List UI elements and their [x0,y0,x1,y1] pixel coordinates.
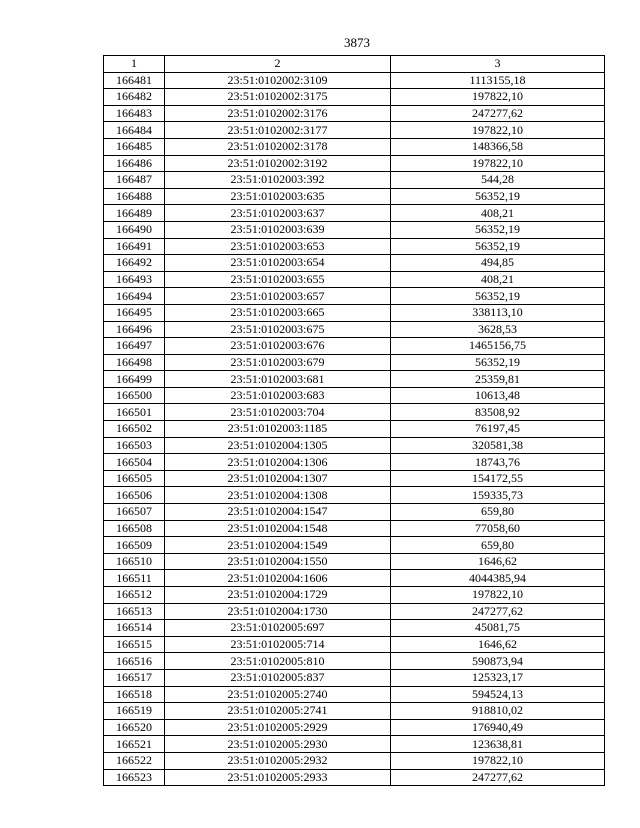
table-row [104,188,605,205]
row-number-cell: 166494 [104,288,165,305]
cadastral-number-cell: 23:51:0102004:1729 [165,587,391,604]
column-header-3: 3 [391,56,605,73]
table-row [104,172,605,189]
table-row [104,404,605,421]
value-cell: 247277,62 [391,105,605,122]
table-row [104,504,605,521]
row-number-cell: 166519 [104,703,165,720]
cadastral-number-cell: 23:51:0102004:1730 [165,603,391,620]
row-number-cell: 166484 [104,122,165,139]
table-row [104,437,605,454]
row-number-cell: 166506 [104,487,165,504]
row-number-cell: 166485 [104,138,165,155]
data-table [103,55,605,786]
row-number-cell: 166488 [104,188,165,205]
table-row [104,255,605,272]
table-row [104,487,605,504]
row-number-cell: 166500 [104,387,165,404]
table-row [104,570,605,587]
cadastral-number-cell: 23:51:0102003:675 [165,321,391,338]
table-row [104,520,605,537]
value-cell: 159335,73 [391,487,605,504]
table-row [104,122,605,139]
value-cell: 10613,48 [391,387,605,404]
cadastral-number-cell: 23:51:0102002:3175 [165,89,391,106]
value-cell: 494,85 [391,255,605,272]
cadastral-number-cell: 23:51:0102003:704 [165,404,391,421]
row-number-cell: 166490 [104,221,165,238]
cadastral-number-cell: 23:51:0102005:2930 [165,736,391,753]
value-cell: 18743,76 [391,454,605,471]
value-cell: 148366,58 [391,138,605,155]
row-number-cell: 166510 [104,553,165,570]
value-cell: 197822,10 [391,89,605,106]
cadastral-number-cell: 23:51:0102005:810 [165,653,391,670]
row-number-cell: 166495 [104,304,165,321]
cadastral-number-cell: 23:51:0102005:2740 [165,686,391,703]
table-row [104,421,605,438]
row-number-cell: 166497 [104,338,165,355]
table-row [104,686,605,703]
value-cell: 594524,13 [391,686,605,703]
table-row [104,603,605,620]
column-header-2: 2 [165,56,391,73]
table-row [104,155,605,172]
cadastral-number-cell: 23:51:0102005:2929 [165,719,391,736]
table-row [104,454,605,471]
table-row [104,89,605,106]
cadastral-number-cell: 23:51:0102003:1185 [165,421,391,438]
value-cell: 408,21 [391,205,605,222]
table-row [104,271,605,288]
page-number: 3873 [344,35,370,50]
table-row [104,636,605,653]
cadastral-number-cell: 23:51:0102003:679 [165,354,391,371]
row-number-cell: 166508 [104,520,165,537]
cadastral-number-cell: 23:51:0102005:697 [165,620,391,637]
value-cell: 3628,53 [391,321,605,338]
cadastral-number-cell: 23:51:0102003:639 [165,221,391,238]
cadastral-number-cell: 23:51:0102003:665 [165,304,391,321]
cadastral-number-cell: 23:51:0102005:714 [165,636,391,653]
row-number-cell: 166489 [104,205,165,222]
row-number-cell: 166482 [104,89,165,106]
value-cell: 4044385,94 [391,570,605,587]
value-cell: 1113155,18 [391,72,605,89]
value-cell: 56352,19 [391,288,605,305]
cadastral-number-cell: 23:51:0102003:635 [165,188,391,205]
value-cell: 125323,17 [391,669,605,686]
value-cell: 77058,60 [391,520,605,537]
value-cell: 659,80 [391,537,605,554]
row-number-cell: 166514 [104,620,165,637]
cadastral-number-cell: 23:51:0102003:653 [165,238,391,255]
table-row [104,653,605,670]
table-row [104,338,605,355]
table-row [104,719,605,736]
value-cell: 247277,62 [391,603,605,620]
row-number-cell: 166501 [104,404,165,421]
table-row [104,288,605,305]
row-number-cell: 166502 [104,421,165,438]
value-cell: 56352,19 [391,238,605,255]
row-number-cell: 166511 [104,570,165,587]
table-row [104,354,605,371]
cadastral-number-cell: 23:51:0102004:1305 [165,437,391,454]
value-cell: 408,21 [391,271,605,288]
row-number-cell: 166496 [104,321,165,338]
value-cell: 83508,92 [391,404,605,421]
cadastral-number-cell: 23:51:0102005:837 [165,669,391,686]
value-cell: 45081,75 [391,620,605,637]
value-cell: 590873,94 [391,653,605,670]
value-cell: 197822,10 [391,122,605,139]
value-cell: 320581,38 [391,437,605,454]
row-number-cell: 166523 [104,769,165,786]
table-row [104,537,605,554]
row-number-cell: 166518 [104,686,165,703]
table-row [104,72,605,89]
cadastral-number-cell: 23:51:0102003:655 [165,271,391,288]
row-number-cell: 166487 [104,172,165,189]
row-number-cell: 166515 [104,636,165,653]
row-number-cell: 166517 [104,669,165,686]
value-cell: 56352,19 [391,188,605,205]
value-cell: 154172,55 [391,470,605,487]
value-cell: 338113,10 [391,304,605,321]
row-number-cell: 166481 [104,72,165,89]
table-row [104,587,605,604]
value-cell: 247277,62 [391,769,605,786]
cadastral-number-cell: 23:51:0102003:676 [165,338,391,355]
row-number-cell: 166520 [104,719,165,736]
value-cell: 76197,45 [391,421,605,438]
table-row [104,736,605,753]
cadastral-number-cell: 23:51:0102003:657 [165,288,391,305]
row-number-cell: 166491 [104,238,165,255]
value-cell: 176940,49 [391,719,605,736]
value-cell: 25359,81 [391,371,605,388]
row-number-cell: 166504 [104,454,165,471]
cadastral-number-cell: 23:51:0102004:1547 [165,504,391,521]
table-row [104,387,605,404]
table-row [104,470,605,487]
row-number-cell: 166505 [104,470,165,487]
cadastral-number-cell: 23:51:0102003:654 [165,255,391,272]
table-row [104,205,605,222]
value-cell: 659,80 [391,504,605,521]
cadastral-number-cell: 23:51:0102002:3176 [165,105,391,122]
value-cell: 918810,02 [391,703,605,720]
value-cell: 56352,19 [391,354,605,371]
row-number-cell: 166521 [104,736,165,753]
row-number-cell: 166513 [104,603,165,620]
cadastral-number-cell: 23:51:0102003:637 [165,205,391,222]
column-header-1: 1 [104,56,165,73]
table-row [104,221,605,238]
row-number-cell: 166498 [104,354,165,371]
value-cell: 1646,62 [391,636,605,653]
cadastral-number-cell: 23:51:0102004:1606 [165,570,391,587]
value-cell: 1646,62 [391,553,605,570]
row-number-cell: 166499 [104,371,165,388]
table-row [104,669,605,686]
table-row [104,769,605,786]
cadastral-number-cell: 23:51:0102005:2741 [165,703,391,720]
row-number-cell: 166493 [104,271,165,288]
cadastral-number-cell: 23:51:0102003:392 [165,172,391,189]
table-row [104,752,605,769]
value-cell: 56352,19 [391,221,605,238]
table-row [104,304,605,321]
table-row [104,620,605,637]
table-row [104,138,605,155]
table-row [104,371,605,388]
row-number-cell: 166492 [104,255,165,272]
value-cell: 123638,81 [391,736,605,753]
row-number-cell: 166503 [104,437,165,454]
cadastral-number-cell: 23:51:0102003:683 [165,387,391,404]
value-cell: 197822,10 [391,752,605,769]
row-number-cell: 166516 [104,653,165,670]
cadastral-number-cell: 23:51:0102002:3109 [165,72,391,89]
cadastral-number-cell: 23:51:0102005:2932 [165,752,391,769]
cadastral-number-cell: 23:51:0102004:1306 [165,454,391,471]
table-row [104,105,605,122]
cadastral-number-cell: 23:51:0102004:1549 [165,537,391,554]
cadastral-number-cell: 23:51:0102004:1307 [165,470,391,487]
row-number-cell: 166512 [104,587,165,604]
row-number-cell: 166483 [104,105,165,122]
cadastral-number-cell: 23:51:0102003:681 [165,371,391,388]
row-number-cell: 166507 [104,504,165,521]
cadastral-number-cell: 23:51:0102005:2933 [165,769,391,786]
table-row [104,321,605,338]
value-cell: 197822,10 [391,155,605,172]
cadastral-number-cell: 23:51:0102004:1548 [165,520,391,537]
table-row [104,238,605,255]
value-cell: 1465156,75 [391,338,605,355]
table-row [104,703,605,720]
row-number-cell: 166486 [104,155,165,172]
cadastral-number-cell: 23:51:0102002:3192 [165,155,391,172]
value-cell: 544,28 [391,172,605,189]
cadastral-number-cell: 23:51:0102002:3178 [165,138,391,155]
row-number-cell: 166522 [104,752,165,769]
cadastral-number-cell: 23:51:0102002:3177 [165,122,391,139]
value-cell: 197822,10 [391,587,605,604]
row-number-cell: 166509 [104,537,165,554]
table-row [104,553,605,570]
table-body [104,72,605,786]
cadastral-number-cell: 23:51:0102004:1550 [165,553,391,570]
table-header-row [104,56,605,73]
cadastral-number-cell: 23:51:0102004:1308 [165,487,391,504]
